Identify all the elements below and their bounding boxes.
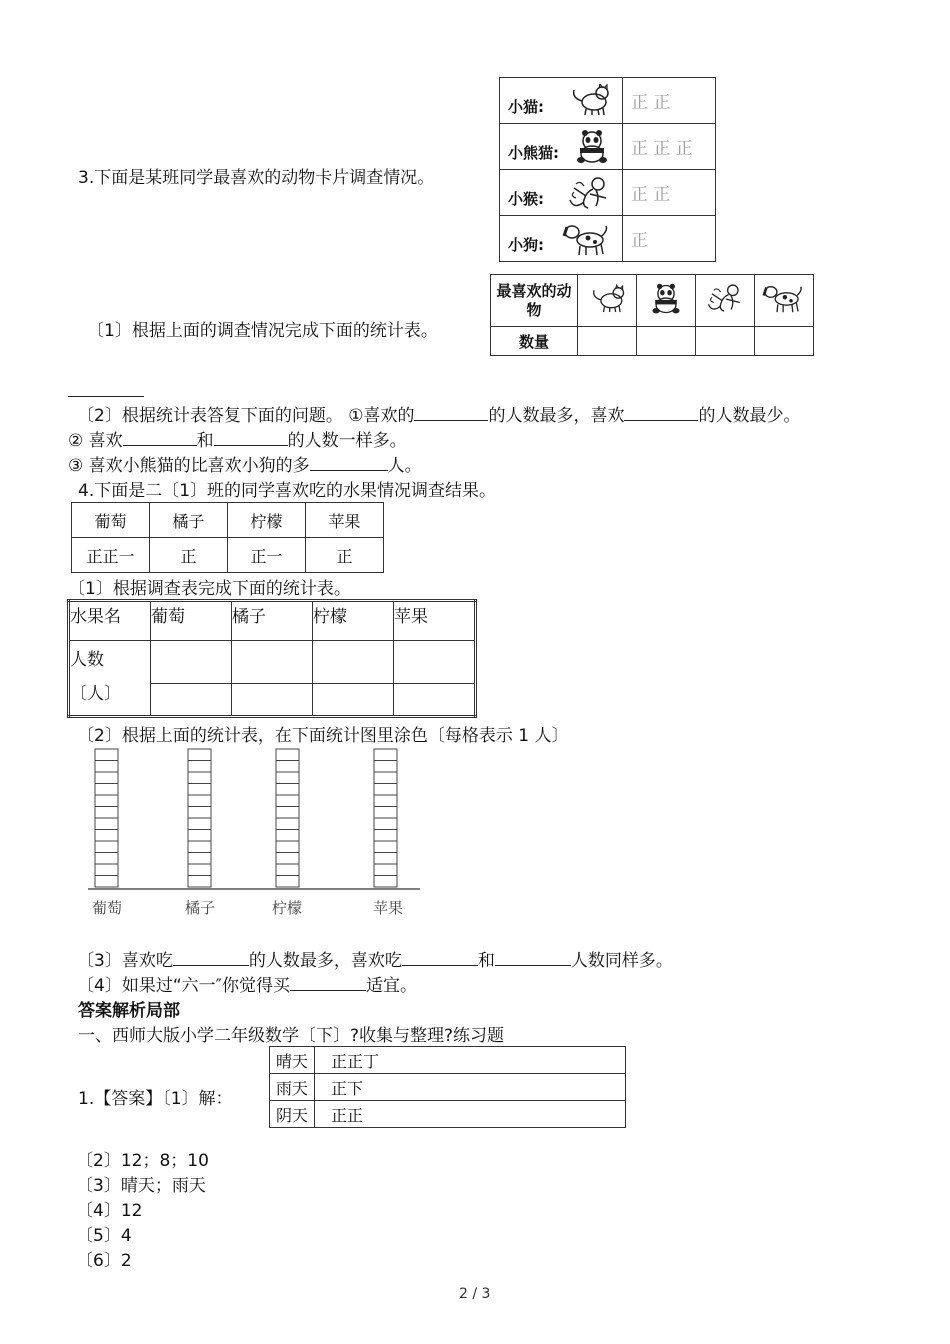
fruit-tally-lemon: 正一 bbox=[228, 538, 306, 573]
animal-stat-count-label: 数量 bbox=[491, 327, 578, 356]
fruit-name-grape: 葡萄 bbox=[72, 503, 150, 538]
chart-cell[interactable] bbox=[188, 749, 211, 761]
chart-cell[interactable] bbox=[374, 864, 397, 876]
weather-row-cloudy bbox=[270, 1101, 626, 1128]
fruit-count-cell-orange[interactable] bbox=[232, 641, 313, 717]
fruit-survey-tally-row bbox=[72, 538, 384, 573]
fruit-stat-row-label-b: 〔人〕 bbox=[70, 684, 121, 704]
q3-part2-text-b: 的人数最多，喜欢 bbox=[488, 406, 625, 426]
q3-part2-text-a: 〔2〕根据统计表答复下面的问题。 ①喜欢的 bbox=[77, 406, 415, 426]
survey-row-monkey bbox=[500, 170, 716, 216]
answer-line-3: 〔3〕晴天；雨天 bbox=[76, 1176, 206, 1196]
page-number: 2 / 3 bbox=[459, 1286, 491, 1302]
chart-cell[interactable] bbox=[95, 864, 118, 876]
chart-cell[interactable] bbox=[95, 818, 118, 830]
q3-part1: 〔1〕根据上面的调查情况完成下面的统计表。 bbox=[87, 321, 438, 341]
dog-icon bbox=[562, 222, 612, 258]
chart-cell[interactable] bbox=[374, 784, 397, 796]
panda-icon bbox=[572, 130, 612, 164]
chart-cell[interactable] bbox=[188, 818, 211, 830]
animal-stat-table bbox=[490, 274, 814, 356]
chart-cell[interactable] bbox=[276, 761, 299, 773]
answers-heading: 答案解析局部 bbox=[78, 1001, 180, 1021]
chart-cell[interactable] bbox=[276, 853, 299, 865]
animal-count-cell-monkey[interactable] bbox=[696, 327, 755, 356]
q3-part2-line1 bbox=[77, 401, 800, 426]
chart-cell[interactable] bbox=[95, 807, 118, 819]
q3-part2-line3 bbox=[68, 451, 422, 476]
survey-label-monkey: 小猴: bbox=[508, 190, 544, 208]
chart-cell[interactable] bbox=[374, 761, 397, 773]
q3-part2-text-g: ③ 喜欢小熊猫的比喜欢小狗的多 bbox=[68, 456, 310, 476]
q4-part4-text-a: 〔4〕如果过“六一″你觉得买 bbox=[77, 976, 290, 996]
chart-cell[interactable] bbox=[188, 841, 211, 853]
chart-cell[interactable] bbox=[95, 795, 118, 807]
chart-cell[interactable] bbox=[276, 784, 299, 796]
animal-stat-panda bbox=[637, 275, 696, 327]
weather-name-cloudy: 阴天 bbox=[270, 1101, 315, 1128]
answer-blank-least[interactable] bbox=[624, 402, 698, 421]
fruit-survey-name-row bbox=[72, 503, 384, 538]
q3-part2-text-c: 的人数最少。 bbox=[698, 406, 801, 426]
survey-label-dog: 小狗: bbox=[508, 236, 544, 254]
q3-part2-text-d: ② 喜欢 bbox=[68, 431, 123, 451]
q4-part4 bbox=[77, 971, 417, 996]
chart-cell[interactable] bbox=[188, 807, 211, 819]
chart-cell[interactable] bbox=[188, 830, 211, 842]
animal-stat-dog bbox=[755, 275, 814, 327]
weather-tally-cloudy: 正正 bbox=[315, 1101, 626, 1128]
chart-column-apple[interactable] bbox=[374, 749, 397, 887]
answer-blank-fruit-same-2[interactable] bbox=[495, 947, 571, 966]
monkey-icon bbox=[705, 283, 745, 315]
chart-cell[interactable] bbox=[276, 807, 299, 819]
cat-icon bbox=[587, 284, 627, 314]
answer-blank-most[interactable] bbox=[414, 402, 488, 421]
fruit-stat-table bbox=[67, 599, 477, 718]
weather-tally-rainy: 正下 bbox=[315, 1074, 626, 1101]
q4-part2: 〔2〕根据上面的统计表，在下面统计图里涂色〔每格表示 1 人〕 bbox=[77, 726, 569, 746]
chart-cell[interactable] bbox=[188, 876, 211, 888]
answer-line-6: 〔6〕2 bbox=[76, 1251, 132, 1271]
answer-blank-same-1[interactable] bbox=[123, 427, 197, 446]
answer-blank-difference[interactable] bbox=[310, 452, 388, 471]
animal-stat-monkey bbox=[696, 275, 755, 327]
chart-cell[interactable] bbox=[276, 864, 299, 876]
chart-column-orange[interactable] bbox=[188, 749, 211, 887]
fruit-count-cell-lemon[interactable] bbox=[313, 641, 394, 717]
q4-part4-text-b: 适宜。 bbox=[365, 976, 417, 996]
chart-cell[interactable] bbox=[95, 749, 118, 761]
animal-survey-table bbox=[499, 77, 716, 262]
chart-label-lemon: 柠檬 bbox=[271, 899, 303, 917]
chart-cell[interactable] bbox=[276, 749, 299, 761]
fruit-count-cell-apple[interactable] bbox=[394, 641, 476, 717]
q3-part2-text-e: 和 bbox=[196, 431, 214, 451]
fruit-count-cell-grape[interactable] bbox=[151, 641, 232, 717]
weather-tally-table bbox=[269, 1046, 626, 1128]
chart-cell[interactable] bbox=[188, 864, 211, 876]
q4-part3-text-c: 和 bbox=[477, 951, 495, 971]
answer-line-4: 〔4〕12 bbox=[76, 1201, 143, 1221]
fruit-stat-lemon: 柠檬 bbox=[313, 601, 394, 641]
fruit-stat-row-label bbox=[69, 641, 151, 717]
chart-label-grape: 葡萄 bbox=[91, 899, 123, 917]
fruit-tally-orange: 正 bbox=[150, 538, 228, 573]
q3-part2-text-f: 的人数一样多。 bbox=[287, 431, 407, 451]
chart-cell[interactable] bbox=[188, 772, 211, 784]
chart-cell[interactable] bbox=[95, 772, 118, 784]
chart-cell[interactable] bbox=[374, 807, 397, 819]
panda-icon bbox=[648, 283, 684, 315]
weather-name-rainy: 雨天 bbox=[270, 1074, 315, 1101]
chart-cell[interactable] bbox=[374, 818, 397, 830]
chart-cell[interactable] bbox=[374, 853, 397, 865]
chart-cell[interactable] bbox=[188, 853, 211, 865]
q3-part2-text-h: 人。 bbox=[387, 456, 422, 476]
survey-row-dog bbox=[500, 216, 716, 262]
chart-cell[interactable] bbox=[95, 761, 118, 773]
fruit-stat-orange: 橘子 bbox=[232, 601, 313, 641]
q4-part3-text-d: 人数同样多。 bbox=[570, 951, 673, 971]
chart-cell[interactable] bbox=[276, 772, 299, 784]
fruit-tally-apple: 正 bbox=[306, 538, 384, 573]
chart-cell[interactable] bbox=[188, 784, 211, 796]
fruit-stat-col0: 水果名 bbox=[69, 601, 151, 641]
answer-line-2: 〔2〕12；8；10 bbox=[76, 1151, 209, 1171]
answer-line-5: 〔5〕4 bbox=[76, 1226, 132, 1246]
q4-part3-text-a: 〔3〕喜欢吃 bbox=[77, 951, 173, 971]
q3-intro: 3.下面是某班同学最喜欢的动物卡片调查情况。 bbox=[78, 168, 435, 188]
chart-cell[interactable] bbox=[276, 830, 299, 842]
chart-cell[interactable] bbox=[374, 841, 397, 853]
chart-cell[interactable] bbox=[276, 818, 299, 830]
answer-blank-fruit-same-1[interactable] bbox=[402, 947, 478, 966]
q4-part3-text-b: 的人数最多，喜欢吃 bbox=[248, 951, 402, 971]
fruit-stat-count-row bbox=[69, 641, 476, 717]
chart-label-orange: 橘子 bbox=[184, 899, 216, 917]
survey-row-cat bbox=[500, 78, 716, 124]
animal-stat-header-row bbox=[491, 275, 814, 327]
answer-blank-same-2[interactable] bbox=[214, 427, 288, 446]
chart-cell[interactable] bbox=[374, 795, 397, 807]
fruit-name-apple: 苹果 bbox=[306, 503, 384, 538]
fruit-stat-header-row bbox=[69, 601, 476, 641]
fruit-name-orange: 橘子 bbox=[150, 503, 228, 538]
chart-cell[interactable] bbox=[374, 876, 397, 888]
q4-part3 bbox=[77, 946, 673, 971]
survey-tally-dog: 正 bbox=[623, 216, 716, 262]
animal-stat-header-label: 最喜欢的动物 bbox=[491, 275, 578, 327]
weather-name-sunny: 晴天 bbox=[270, 1047, 315, 1074]
chart-cell[interactable] bbox=[188, 795, 211, 807]
chart-cell[interactable] bbox=[95, 876, 118, 888]
weather-row-sunny bbox=[270, 1047, 626, 1074]
q4-part1: 〔1〕根据调查表完成下面的统计表。 bbox=[68, 579, 351, 599]
chart-cell[interactable] bbox=[374, 772, 397, 784]
animal-count-cell-cat[interactable] bbox=[578, 327, 637, 356]
dog-icon bbox=[762, 283, 806, 315]
chart-cell[interactable] bbox=[95, 841, 118, 853]
answer-blank-fruit-most[interactable] bbox=[173, 947, 249, 966]
fruit-stat-grape: 葡萄 bbox=[151, 601, 232, 641]
animal-count-cell-dog[interactable] bbox=[755, 327, 814, 356]
survey-row-panda bbox=[500, 124, 716, 170]
answer-blank-buy[interactable] bbox=[290, 972, 366, 991]
survey-tally-monkey: 正 正 bbox=[623, 170, 716, 216]
chart-cell[interactable] bbox=[95, 830, 118, 842]
cat-icon bbox=[566, 84, 612, 116]
monkey-icon bbox=[566, 176, 612, 212]
survey-tally-panda: 正 正 正 bbox=[623, 124, 716, 170]
chart-column-lemon[interactable] bbox=[276, 749, 299, 887]
chart-label-apple: 苹果 bbox=[372, 899, 404, 917]
animal-stat-cat bbox=[578, 275, 637, 327]
fruit-coloring-chart bbox=[88, 745, 428, 920]
answer-q1-label: 1.【答案】〔1〕解： bbox=[78, 1089, 233, 1109]
weather-row-rainy bbox=[270, 1074, 626, 1101]
fruit-name-lemon: 柠檬 bbox=[228, 503, 306, 538]
chart-cell[interactable] bbox=[188, 761, 211, 773]
fruit-tally-grape: 正正一 bbox=[72, 538, 150, 573]
animal-stat-count-row bbox=[491, 327, 814, 356]
survey-label-panda: 小熊猫: bbox=[508, 144, 559, 162]
weather-tally-sunny: 正正丁 bbox=[315, 1047, 626, 1074]
chart-cell[interactable] bbox=[374, 749, 397, 761]
fruit-survey-table bbox=[71, 502, 384, 573]
chart-column-grape[interactable] bbox=[95, 749, 118, 887]
chart-cell[interactable] bbox=[95, 784, 118, 796]
chart-cell[interactable] bbox=[95, 853, 118, 865]
survey-label-cat: 小猫: bbox=[508, 98, 544, 116]
q4-intro: 4.下面是二〔1〕班的同学喜欢吃的水果情况调查结果。 bbox=[78, 481, 497, 501]
chart-cell[interactable] bbox=[276, 795, 299, 807]
stray-blank-line bbox=[68, 396, 144, 397]
chart-cell[interactable] bbox=[374, 830, 397, 842]
chart-cell[interactable] bbox=[276, 876, 299, 888]
fruit-stat-apple: 苹果 bbox=[394, 601, 476, 641]
chart-cell[interactable] bbox=[276, 841, 299, 853]
q3-part2-line2 bbox=[68, 426, 407, 451]
animal-count-cell-panda[interactable] bbox=[637, 327, 696, 356]
survey-tally-cat: 正 正 bbox=[623, 78, 716, 124]
answers-section-title: 一、西师大版小学二年级数学〔下〕?收集与整理?练习题 bbox=[78, 1026, 505, 1046]
fruit-stat-row-label-a: 人数 bbox=[70, 650, 104, 670]
